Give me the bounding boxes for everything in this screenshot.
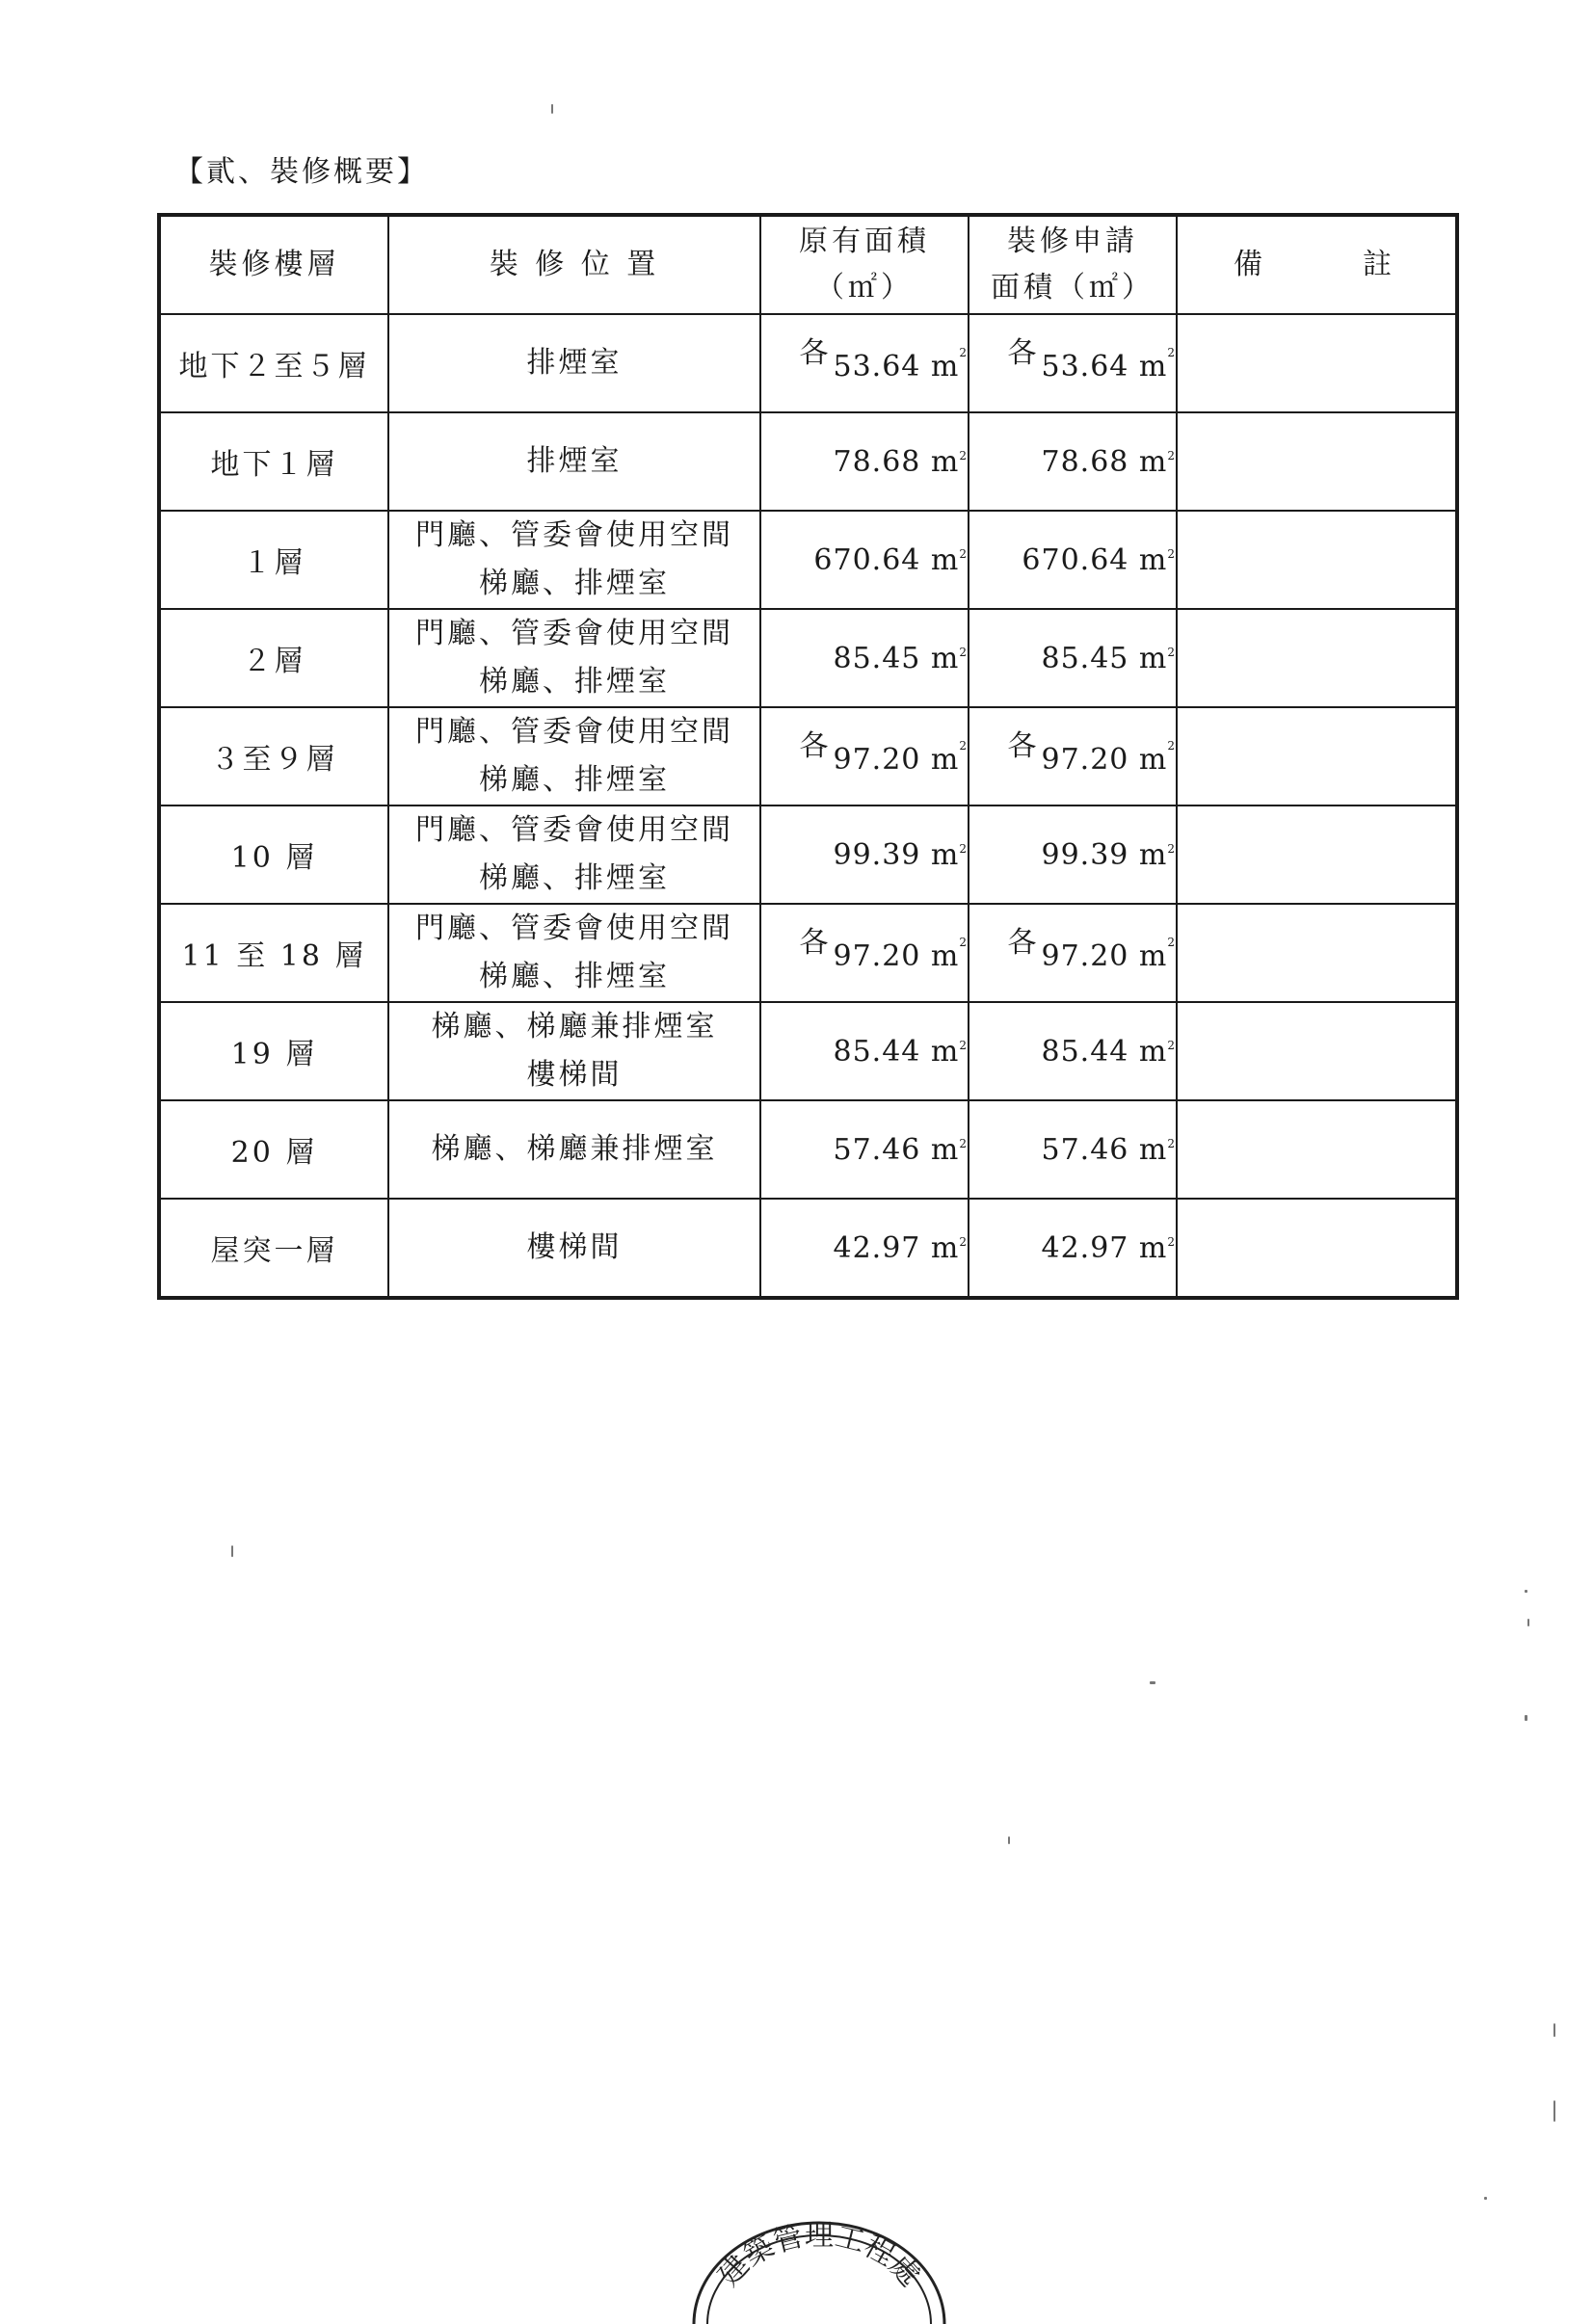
- unit-superscript: 2: [959, 739, 968, 753]
- unit-superscript: 2: [959, 841, 968, 856]
- cell-original-area: [760, 412, 969, 511]
- table-row: [159, 805, 1457, 904]
- section-title: 【貳、裝修概要】: [174, 155, 429, 189]
- unit-superscript: 2: [1167, 1038, 1176, 1052]
- cell-location: [388, 511, 760, 609]
- applied-area-value: 85.44 m: [1041, 1034, 1168, 1069]
- table-row: [159, 904, 1457, 1002]
- cell-applied-area: [969, 511, 1177, 609]
- unit-superscript: 2: [1167, 1136, 1176, 1150]
- cell-floor: １層: [159, 511, 388, 609]
- applied-area-value: 99.39 m: [1041, 837, 1168, 872]
- scan-speck: [1553, 2023, 1555, 2037]
- cell-remark: [1177, 904, 1457, 1002]
- unit-superscript: 2: [959, 1038, 968, 1052]
- original-area-value: 53.64 m: [833, 350, 960, 383]
- unit-superscript: 2: [959, 936, 968, 949]
- header-location: 裝 修 位 置: [388, 215, 760, 314]
- cell-original-area: [760, 314, 969, 412]
- cell-remark: [1177, 511, 1457, 609]
- cell-location-line1: 門廳、管委會使用空間: [415, 617, 733, 650]
- unit-superscript: 2: [1167, 739, 1176, 753]
- cell-location: [388, 314, 760, 412]
- header-remark: [1177, 215, 1457, 314]
- cell-location-line2: 梯廳、排煙室: [479, 567, 670, 600]
- each-prefix: 各: [1007, 729, 1038, 763]
- cell-remark: [1177, 1100, 1457, 1199]
- header-applied-area: [969, 215, 1177, 314]
- cell-location: [388, 1100, 760, 1199]
- each-prefix: 各: [1007, 926, 1038, 960]
- cell-original-area: [760, 609, 969, 707]
- unit-superscript: 2: [959, 1234, 968, 1249]
- unit-superscript: 2: [1167, 546, 1176, 561]
- original-area-value: 85.44 m: [833, 1034, 960, 1069]
- header-applied-area-line1: 裝修申請: [1007, 224, 1138, 258]
- cell-location-line1: 梯廳、梯廳兼排煙室: [431, 1132, 718, 1166]
- cell-remark: [1177, 314, 1457, 412]
- scan-speck: [1525, 1715, 1527, 1721]
- scan-speck: [1008, 1836, 1010, 1844]
- scan-speck: [1527, 1619, 1529, 1626]
- original-area-value: 42.97 m: [833, 1230, 960, 1265]
- applied-area-value: 85.45 m: [1041, 641, 1168, 675]
- unit-superscript: 2: [959, 645, 968, 659]
- cell-floor: 地下１層: [159, 412, 388, 511]
- cell-original-area: [760, 904, 969, 1002]
- each-prefix: 各: [1007, 336, 1038, 370]
- unit-superscript: 2: [1167, 645, 1176, 659]
- applied-area-value: 53.64 m: [1041, 350, 1168, 383]
- cell-location: [388, 1002, 760, 1100]
- applied-area-value: 57.46 m: [1041, 1132, 1168, 1167]
- each-prefix: 各: [799, 336, 830, 370]
- cell-remark: [1177, 412, 1457, 511]
- cell-floor: 屋突一層: [159, 1199, 388, 1298]
- original-area-value: 99.39 m: [833, 837, 960, 872]
- cell-remark: [1177, 1199, 1457, 1298]
- cell-original-area: [760, 805, 969, 904]
- cell-location-line2: 梯廳、排煙室: [479, 960, 670, 993]
- cell-floor: 19 層: [159, 1002, 388, 1100]
- cell-location-line2: 樓梯間: [526, 1058, 623, 1092]
- table-row: [159, 1100, 1457, 1199]
- scan-speck: [1484, 2197, 1487, 2200]
- cell-location-line1: 排煙室: [526, 444, 623, 478]
- cell-original-area: [760, 707, 969, 805]
- cell-applied-area: [969, 1002, 1177, 1100]
- cell-location-line1: 門廳、管委會使用空間: [415, 715, 733, 749]
- cell-floor: 地下２至５層: [159, 314, 388, 412]
- scan-speck: [231, 1545, 233, 1557]
- cell-remark: [1177, 609, 1457, 707]
- cell-location-line1: 門廳、管委會使用空間: [415, 911, 733, 945]
- cell-location-line1: 門廳、管委會使用空間: [415, 813, 733, 847]
- unit-superscript: 2: [1167, 841, 1176, 856]
- table-header-row: [159, 215, 1457, 314]
- cell-location: [388, 412, 760, 511]
- cell-applied-area: [969, 412, 1177, 511]
- cell-location-line1: 樓梯間: [526, 1230, 623, 1264]
- original-area-value: 85.45 m: [833, 641, 960, 675]
- cell-location: [388, 904, 760, 1002]
- unit-superscript: 2: [959, 546, 968, 561]
- unit-superscript: 2: [959, 346, 968, 359]
- cell-original-area: [760, 511, 969, 609]
- scan-speck: [1553, 2100, 1555, 2122]
- cell-applied-area: [969, 707, 1177, 805]
- cell-location-line1: 排煙室: [526, 346, 623, 380]
- cell-location: [388, 609, 760, 707]
- scan-speck: [1150, 1681, 1155, 1684]
- unit-superscript: 2: [1167, 346, 1176, 359]
- cell-applied-area: [969, 904, 1177, 1002]
- cell-location: [388, 707, 760, 805]
- cell-location: [388, 1199, 760, 1298]
- table-row: [159, 1002, 1457, 1100]
- header-original-area-line1: 原有面積: [799, 224, 930, 258]
- cell-original-area: [760, 1199, 969, 1298]
- each-prefix: 各: [799, 926, 830, 960]
- cell-applied-area: [969, 314, 1177, 412]
- cell-applied-area: [969, 805, 1177, 904]
- seal-text: 建築管理工程處: [711, 2219, 927, 2293]
- header-floor: 裝修樓層: [159, 215, 388, 314]
- header-original-area-line2: （㎡）: [815, 271, 914, 304]
- cell-applied-area: [969, 609, 1177, 707]
- scan-speck: [551, 104, 553, 114]
- scan-speck: [1525, 1590, 1527, 1593]
- applied-area-value: 97.20 m: [1041, 939, 1168, 973]
- header-applied-area-line2: 面積（㎡）: [991, 271, 1155, 304]
- applied-area-value: 42.97 m: [1041, 1230, 1168, 1265]
- table-row: [159, 1199, 1457, 1298]
- cell-applied-area: [969, 1100, 1177, 1199]
- unit-superscript: 2: [959, 448, 968, 462]
- cell-remark: [1177, 707, 1457, 805]
- original-area-value: 670.64 m: [813, 542, 960, 577]
- original-area-value: 57.46 m: [833, 1132, 960, 1167]
- cell-floor: 10 層: [159, 805, 388, 904]
- each-prefix: 各: [799, 729, 830, 763]
- cell-floor: 20 層: [159, 1100, 388, 1199]
- unit-superscript: 2: [1167, 936, 1176, 949]
- official-seal: [675, 2208, 964, 2324]
- original-area-value: 97.20 m: [833, 743, 960, 777]
- cell-remark: [1177, 805, 1457, 904]
- cell-applied-area: [969, 1199, 1177, 1298]
- table-row: [159, 707, 1457, 805]
- applied-area-value: 78.68 m: [1041, 444, 1168, 479]
- cell-location: [388, 805, 760, 904]
- cell-floor: 11 至 18 層: [159, 904, 388, 1002]
- header-remark-right: 註: [1363, 248, 1395, 281]
- table-row: [159, 609, 1457, 707]
- cell-location-line2: 梯廳、排煙室: [479, 861, 670, 895]
- cell-remark: [1177, 1002, 1457, 1100]
- applied-area-value: 97.20 m: [1041, 743, 1168, 777]
- cell-original-area: [760, 1100, 969, 1199]
- cell-floor: ２層: [159, 609, 388, 707]
- applied-area-value: 670.64 m: [1022, 542, 1168, 577]
- table-row: [159, 412, 1457, 511]
- original-area-value: 78.68 m: [833, 444, 960, 479]
- table-row: [159, 314, 1457, 412]
- cell-location-line2: 梯廳、排煙室: [479, 763, 670, 797]
- table-row: [159, 511, 1457, 609]
- unit-superscript: 2: [959, 1136, 968, 1150]
- header-original-area: [760, 215, 969, 314]
- renovation-summary-table: [157, 213, 1459, 1300]
- cell-original-area: [760, 1002, 969, 1100]
- cell-location-line2: 梯廳、排煙室: [479, 665, 670, 699]
- unit-superscript: 2: [1167, 448, 1176, 462]
- unit-superscript: 2: [1167, 1234, 1176, 1249]
- cell-location-line1: 梯廳、梯廳兼排煙室: [431, 1010, 718, 1043]
- header-remark-left: 備: [1234, 248, 1266, 281]
- cell-location-line1: 門廳、管委會使用空間: [415, 518, 733, 552]
- original-area-value: 97.20 m: [833, 939, 960, 973]
- cell-floor: ３至９層: [159, 707, 388, 805]
